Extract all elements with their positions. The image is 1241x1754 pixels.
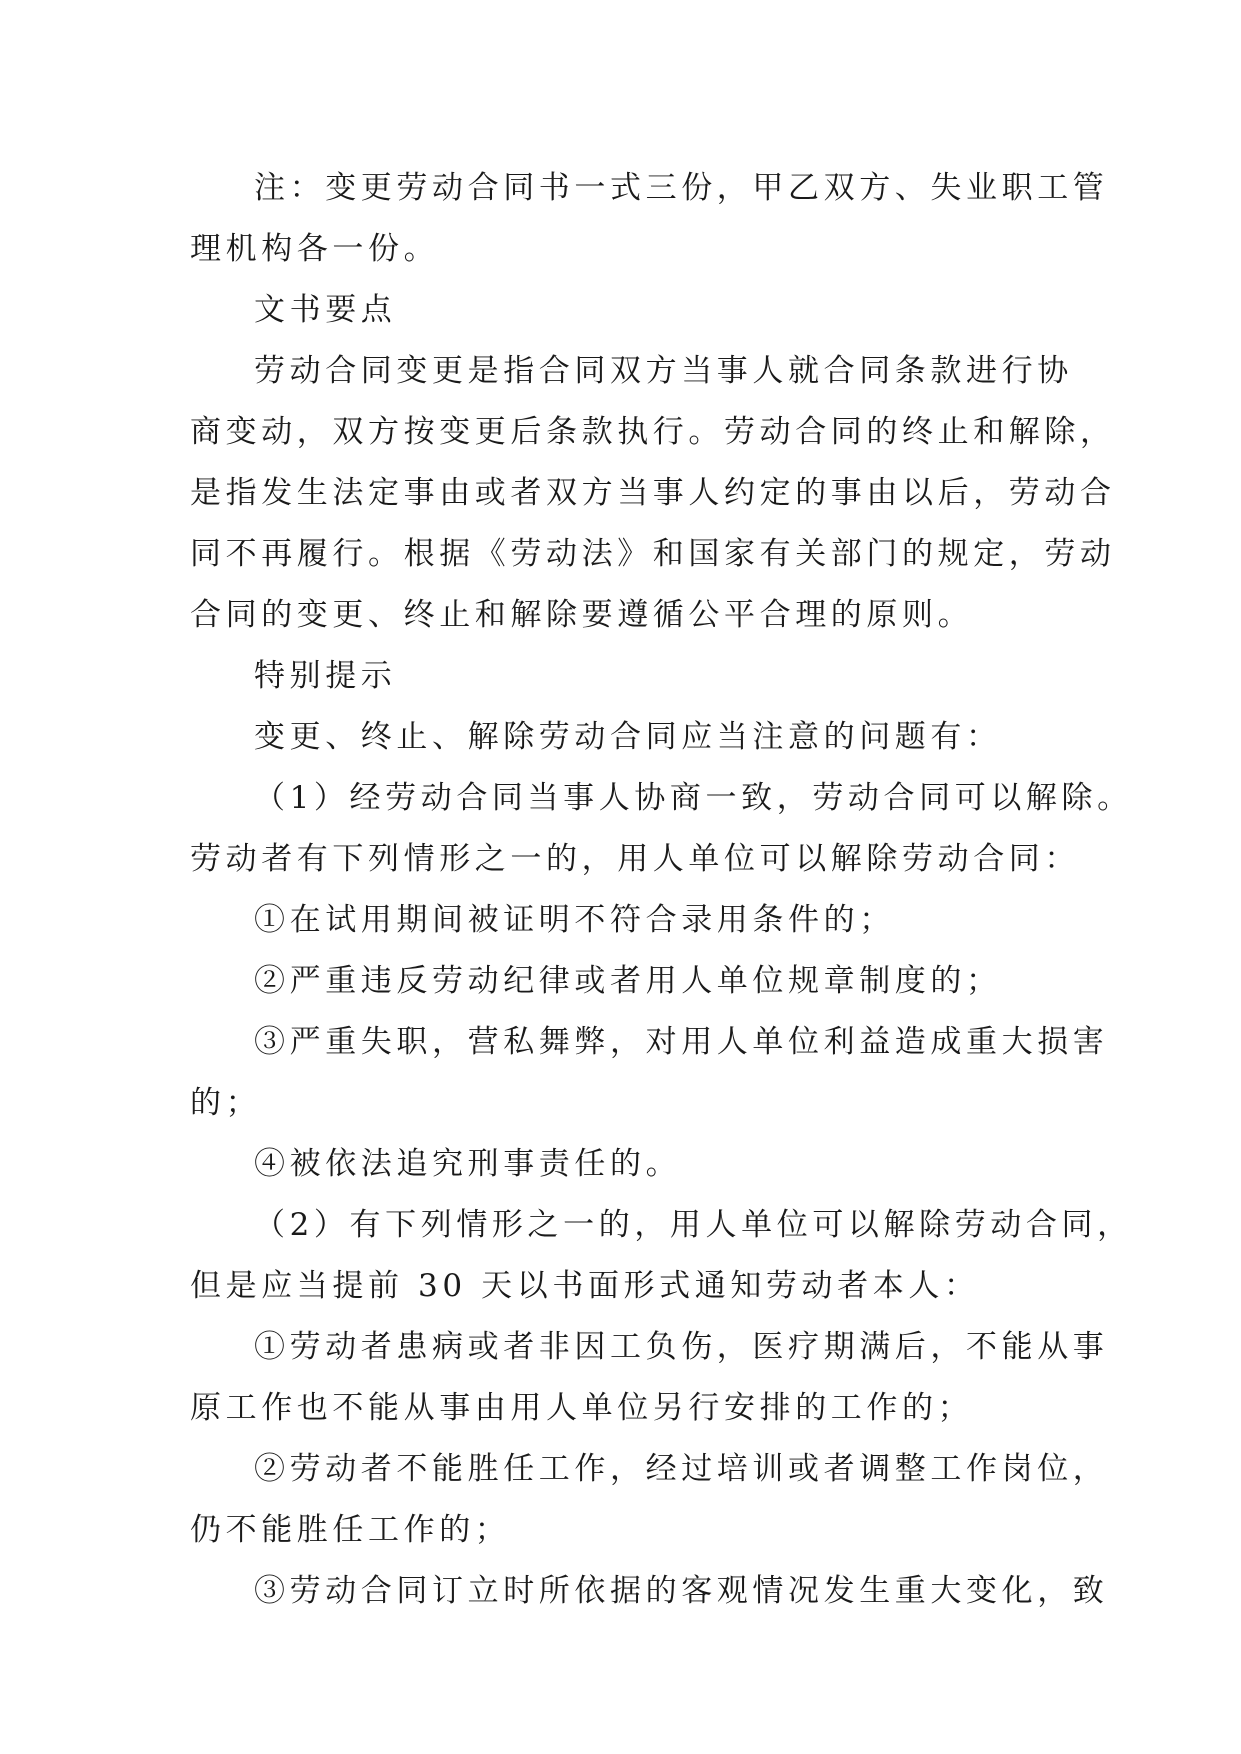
list-item-line: ②严重违反劳动纪律或者用人单位规章制度的； <box>254 963 1002 999</box>
list-item-line: （1）经劳动合同当事人协商一致，劳动合同可以解除。 <box>254 780 1133 816</box>
paragraph-line: 同不再履行。根据《劳动法》和国家有关部门的规定，劳动 <box>190 536 1116 572</box>
paragraph-line: 商变动，双方按变更后条款执行。劳动合同的终止和解除， <box>190 414 1116 450</box>
paragraph-line: 是指发生法定事由或者双方当事人约定的事由以后，劳动合 <box>190 475 1116 511</box>
paragraph-line: 合同的变更、终止和解除要遵循公平合理的原则。 <box>190 597 974 633</box>
document-body <box>190 158 1133 1622</box>
list-item-line: （2）有下列情形之一的，用人单位可以解除劳动合同， <box>254 1207 1133 1243</box>
list-item-line: ④被依法追究刑事责任的。 <box>254 1146 682 1182</box>
list-item-line: 仍不能胜任工作的； <box>190 1512 511 1548</box>
list-item-line: ②劳动者不能胜任工作，经过培训或者调整工作岗位， <box>254 1451 1109 1487</box>
section-heading-special-notes: 特别提示 <box>254 658 397 694</box>
list-item-line: 的； <box>190 1085 262 1121</box>
list-item-line: ①劳动者患病或者非因工负伤，医疗期满后，不能从事 <box>254 1329 1109 1365</box>
list-item-line: ③严重失职，营私舞弊，对用人单位利益造成重大损害 <box>254 1024 1109 1060</box>
section-heading-key-points: 文书要点 <box>254 292 397 328</box>
paragraph-line: 劳动合同变更是指合同双方当事人就合同条款进行协 <box>254 353 1073 389</box>
paragraph-line: 但是应当提前 30 天以书面形式通知劳动者本人： <box>190 1268 980 1304</box>
paragraph-line: 变更、终止、解除劳动合同应当注意的问题有： <box>254 719 1002 755</box>
list-item-line: 原工作也不能从事由用人单位另行安排的工作的； <box>190 1390 974 1426</box>
note-line-1: 注：变更劳动合同书一式三份，甲乙双方、失业职工管 <box>254 170 1109 206</box>
note-line-2: 理机构各一份。 <box>190 231 440 267</box>
list-item-line: ③劳动合同订立时所依据的客观情况发生重大变化，致 <box>254 1573 1109 1609</box>
list-item-line: ①在试用期间被证明不符合录用条件的； <box>254 902 895 938</box>
paragraph-line: 劳动者有下列情形之一的，用人单位可以解除劳动合同： <box>190 841 1080 877</box>
